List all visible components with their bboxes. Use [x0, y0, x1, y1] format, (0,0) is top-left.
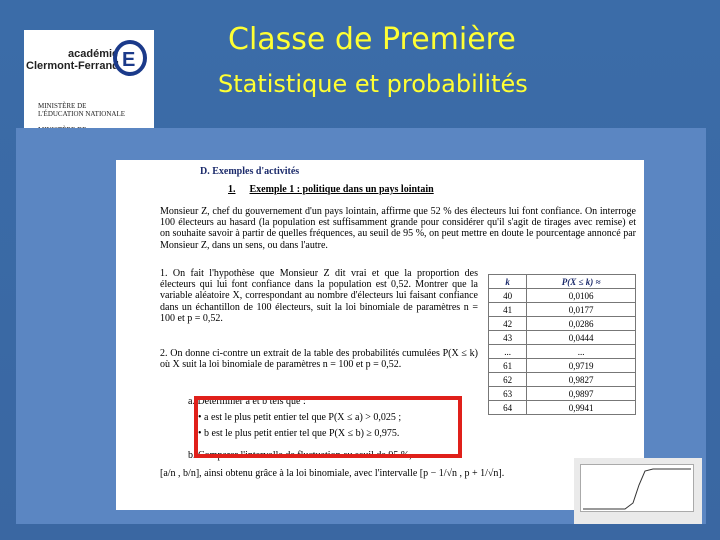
table-cell-k: 43 — [489, 331, 527, 345]
table-cell-p: 0,0444 — [527, 331, 636, 345]
question-2a-item-b: • b est le plus petit entier tel que P(X ≤ b) ≥ 0,975. — [198, 428, 400, 439]
table-body — [489, 289, 636, 415]
table-row — [489, 345, 636, 359]
table-row — [489, 359, 636, 373]
thumbnail-plot — [574, 458, 702, 524]
table-cell-p: 0,9897 — [527, 387, 636, 401]
question-1: 1. On fait l'hypothèse que Monsieur Z dit vrai et que la proportion des électeurs qui lui font confiance dans la population est 0,52. Montrer que la variable aléatoire X, correspondant au nombre d'électeurs lui faisant confiance dans un échantillon de 100 électeurs, suit la loi binomiale de paramètres n = 100 et p = 0,52. — [160, 268, 478, 324]
table-cell-k: 64 — [489, 401, 527, 415]
table-cell-p: 0,0286 — [527, 317, 636, 331]
section-heading: D. Exemples d'activités — [200, 166, 300, 177]
document-excerpt — [116, 160, 644, 510]
table-cell-p: 0,0106 — [527, 289, 636, 303]
ministry-education: MINISTÈRE DE L'ÉDUCATION NATIONALE — [38, 102, 125, 118]
table-cell-p: 0,9719 — [527, 359, 636, 373]
table-row — [489, 317, 636, 331]
highlight-box — [194, 396, 462, 458]
intro-paragraph: Monsieur Z, chef du gouvernement d'un pays lointain, affirme que 52 % des électeurs lui font confiance. On interroge 100 électeurs au hasard (la population est suffisamment grande pour considérer qu'il s'agit de tirages avec remise) et on souhaite savoir à partir de quelles fréquences, au seuil de 95 %, on peut mettre en doute le pourcentage annoncé par Monsieur Z, dans un sens, ou dans l'autre. — [160, 206, 636, 251]
table-cell-p: ... — [527, 345, 636, 359]
question-2a-item-a: • a est le plus petit entier tel que P(X ≤ a) > 0,025 ; — [198, 412, 402, 423]
table-cell-k: 62 — [489, 373, 527, 387]
table-cell-k: 42 — [489, 317, 527, 331]
table-header-k: k — [489, 275, 527, 289]
table-row — [489, 373, 636, 387]
question-2b-continuation: [a/n , b/n], ainsi obtenu grâce à la loi binomiale, avec l'intervalle [p − 1/√n , p + 1/√n]. — [160, 468, 505, 479]
logo-line-city: Clermont-Ferrand — [26, 60, 119, 72]
question-2: 2. On donne ci-contre un extrait de la table des probabilités cumulées P(X ≤ k) où X suit la loi binomiale de paramètres n = 100 et p = 0,52. — [160, 348, 478, 371]
slide-title: Classe de Première — [228, 22, 516, 57]
slide-subtitle: Statistique et probabilités — [218, 70, 528, 98]
probability-table — [488, 274, 636, 415]
question-2a: a. Déterminer a et b tels que : — [188, 396, 306, 407]
table-cell-k: 41 — [489, 303, 527, 317]
table-header-p: P(X ≤ k) ≈ — [527, 275, 636, 289]
logo-line-academie: académie — [68, 48, 119, 60]
table-row — [489, 303, 636, 317]
question-2b: b. Comparer l'intervalle de fluctuation au seuil de 95 %, — [188, 450, 412, 461]
table-row — [489, 387, 636, 401]
table-cell-p: 0,0177 — [527, 303, 636, 317]
table-row — [489, 289, 636, 303]
table-row — [489, 331, 636, 345]
table-cell-p: 0,9941 — [527, 401, 636, 415]
table-cell-k: 61 — [489, 359, 527, 373]
cumulative-curve-thumbnail — [580, 464, 694, 512]
logo-e-mark-icon — [112, 36, 148, 76]
table-cell-k: 40 — [489, 289, 527, 303]
svg-text:E: E — [122, 49, 136, 71]
example-heading: 1. Exemple 1 : politique dans un pays lointain — [228, 184, 434, 195]
table-row — [489, 401, 636, 415]
table-cell-p: 0,9827 — [527, 373, 636, 387]
table-cell-k: ... — [489, 345, 527, 359]
table-cell-k: 63 — [489, 387, 527, 401]
